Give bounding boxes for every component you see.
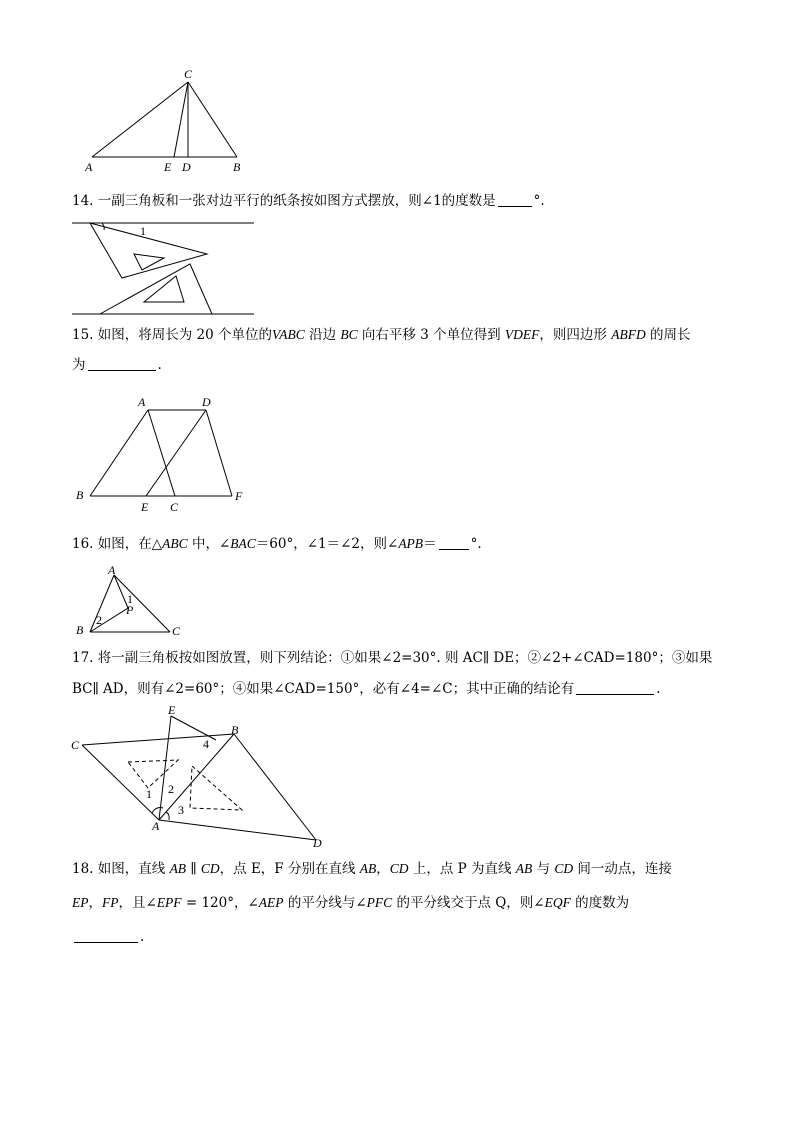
q18-segment-ep: EP <box>72 895 89 910</box>
q17-line-1: 17. 将一副三角板按如图放置，则下列结论：①如果∠2=30°. 则 AC∥ DE；②∠2+∠CAD=180°；③如果 <box>72 650 713 666</box>
q18-angle-aep: AEP <box>258 895 284 910</box>
figure-q17 <box>66 702 336 852</box>
two-set-squares-figure <box>66 702 336 852</box>
figure-q16 <box>72 560 192 640</box>
segment-ad <box>159 820 316 840</box>
label-a: A <box>138 395 146 409</box>
q18-line-ab: AB <box>169 861 187 876</box>
q14-text-end: °. <box>533 193 545 209</box>
q18-line-2 <box>72 886 732 920</box>
set-square-45 <box>100 264 212 314</box>
segment-ca <box>82 745 159 820</box>
q15-triangle-abc: VABC <box>272 327 305 342</box>
question-17 <box>72 643 732 705</box>
q18-text-k: 的平分线与∠ <box>283 895 367 911</box>
angle-1-arc <box>152 808 163 813</box>
figure-q13 <box>80 64 260 176</box>
q18-segment-fp: FP <box>102 895 119 910</box>
figure-q15 <box>72 390 262 518</box>
q16-text-c: ＝60°，∠1＝∠2，则∠ <box>255 536 399 552</box>
q15-edge-bc: BC <box>340 327 358 342</box>
figure-q14 <box>72 218 258 318</box>
q18-text-l: 的平分线交于点 Q，则∠ <box>392 895 545 911</box>
label-f: F <box>235 489 243 503</box>
label-d: D <box>202 395 211 409</box>
segment-cb <box>188 82 237 157</box>
segment-ce <box>174 82 188 157</box>
label-d: D <box>313 836 322 850</box>
label-a: A <box>108 563 116 577</box>
angle-3-label: 3 <box>178 803 184 817</box>
q15-text-b: 沿边 <box>304 327 341 343</box>
translated-triangles-figure <box>72 390 262 518</box>
q16-text-a: 16. 如图，在 <box>72 536 152 552</box>
label-a: A <box>85 160 93 174</box>
q18-angle-pfc: PFC <box>366 895 393 910</box>
question-18 <box>72 852 732 954</box>
segment-de <box>146 410 206 496</box>
inner-dashed-triangle-2 <box>190 766 242 810</box>
segment-e-edge <box>171 716 216 740</box>
label-e: E <box>168 703 176 717</box>
label-c: C <box>71 738 80 752</box>
segment-ab <box>90 575 114 632</box>
q15-text-f: 为 <box>72 357 86 373</box>
q16-text-d: ＝ <box>423 536 437 552</box>
q18-text-d: ， <box>376 861 390 877</box>
angle-2-label: 2 <box>96 613 102 627</box>
label-e: E <box>164 160 172 174</box>
question-15 <box>72 320 732 380</box>
q18-line-1 <box>72 852 732 886</box>
q15-line-1 <box>72 320 732 350</box>
label-b: B <box>231 723 239 737</box>
q18-text-h: ， <box>88 895 102 911</box>
q18-angle-epf: EPF <box>156 895 182 910</box>
q18-answer-blank[interactable] <box>74 927 138 943</box>
angle-2-label: 2 <box>168 782 174 796</box>
q18-line-cd-2: CD <box>389 861 409 876</box>
label-b: B <box>233 160 241 174</box>
q18-text-g: 间一动点，连接 <box>573 861 672 877</box>
q18-text-b: ∥ <box>186 861 201 877</box>
q18-text-j: = 120°，∠ <box>181 895 259 911</box>
segment-ab <box>90 410 148 496</box>
segment-ae <box>159 716 171 820</box>
q16-angle-bac: BAC <box>230 536 256 551</box>
q18-text-c: ，点 E，F 分别在直线 <box>219 861 360 877</box>
segment-cb <box>82 734 234 745</box>
q18-text-m: 的度数为 <box>570 895 630 911</box>
q18-text-n: . <box>140 929 145 945</box>
q15-line-2 <box>72 350 732 380</box>
q17-answer-blank[interactable] <box>576 679 654 695</box>
q18-text-e: 上，点 P 为直线 <box>408 861 516 877</box>
q15-triangle-def: VDEF <box>504 327 540 342</box>
segment-ac <box>114 575 170 632</box>
set-square-45-inner <box>144 276 184 302</box>
angle-1-label: 1 <box>127 592 133 606</box>
q17-line-2 <box>72 674 732 705</box>
segment-ab <box>159 734 234 820</box>
q18-line-ab-3: AB <box>515 861 533 876</box>
q18-text-f: 与 <box>532 861 555 877</box>
angle-1-label: 1 <box>146 787 152 801</box>
q14-answer-blank[interactable] <box>498 191 532 207</box>
q18-line-cd: CD <box>200 861 220 876</box>
segment-bd <box>234 734 316 840</box>
q18-line-3 <box>72 920 732 954</box>
segment-df <box>206 410 232 496</box>
label-c: C <box>170 500 179 514</box>
q18-line-cd-3: CD <box>554 861 574 876</box>
label-c: C <box>172 624 181 638</box>
set-square-30-60 <box>90 223 207 278</box>
label-b: B <box>76 623 84 637</box>
q18-line-ab-2: AB <box>359 861 377 876</box>
q18-text-a: 18. 如图，直线 <box>72 861 170 877</box>
q16-text-b: 中，∠ <box>187 536 231 552</box>
q17-text-a: BC∥ AD，则有∠2=60°；④如果∠CAD=150°，必有∠4=∠C；其中正确的结论有 <box>72 681 575 697</box>
segment-ac <box>92 82 188 157</box>
label-b: B <box>76 488 84 502</box>
triangle-point-p-figure <box>72 560 192 640</box>
label-e: E <box>141 500 149 514</box>
q16-text-e: °. <box>470 536 482 552</box>
question-16 <box>72 528 732 560</box>
q14-text: 14. 一副三角板和一张对边平行的纸条按如图方式摆放，则∠1的度数是 <box>72 193 496 209</box>
q16-angle-apb: APB <box>398 536 424 551</box>
q16-triangle: △ABC <box>151 536 188 551</box>
q15-text-c: 向右平移 3 个单位得到 <box>357 327 505 343</box>
label-p: P <box>126 603 134 617</box>
q15-answer-blank[interactable] <box>88 355 156 371</box>
set-squares-strip-figure <box>72 218 258 318</box>
q15-text-a: 15. 如图，将周长为 20 个单位的 <box>72 327 273 343</box>
q15-text-e: 的周长 <box>645 327 691 343</box>
q16-answer-blank[interactable] <box>439 534 469 550</box>
label-c: C <box>184 67 193 81</box>
angle-1-label: 1 <box>140 224 146 238</box>
q15-text-g: . <box>157 357 162 373</box>
label-d: D <box>182 160 191 174</box>
q18-text-i: ，且∠ <box>118 895 157 911</box>
triangle-abc-figure <box>80 64 260 176</box>
q18-angle-eqf: EQF <box>544 895 571 910</box>
q17-text-b: . <box>656 681 661 697</box>
q15-quad-abfd: ABFD <box>611 327 646 342</box>
question-14 <box>72 185 732 217</box>
angle-4-label: 4 <box>203 737 209 751</box>
angle-3-arc <box>166 812 169 820</box>
q15-text-d: ，则四边形 <box>539 327 612 343</box>
segment-ac <box>148 410 175 496</box>
label-a: A <box>152 819 160 833</box>
